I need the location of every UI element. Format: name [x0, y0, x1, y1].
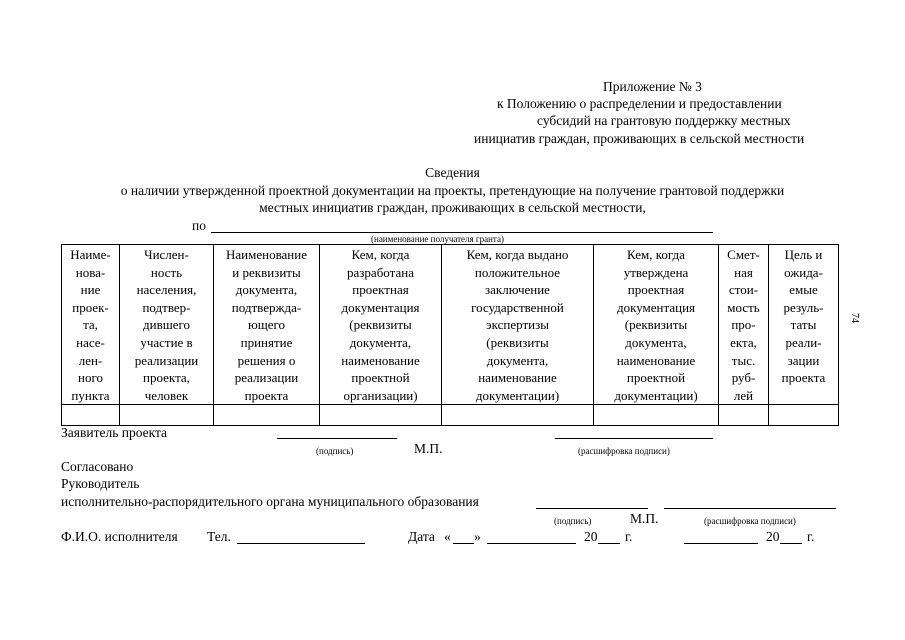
- table-cell[interactable]: [62, 405, 120, 426]
- appendix-line-3: субсидий на грантовую поддержку местных: [537, 113, 791, 128]
- title-line-2: о наличии утвержденной проектной документации на проекты, претендующие на получение грантовой поддержки: [120, 183, 785, 198]
- date-close-quote: »: [474, 529, 481, 544]
- header-estimated-cost: Смет- ная стои- мость про- екта, тыс. руб- лей: [719, 245, 769, 405]
- stamp-label: М.П.: [414, 441, 443, 456]
- applicant-decoding-line[interactable]: [555, 438, 713, 439]
- header-goal-results: Цель и ожида- емые резуль- таты реали- зации проекта: [769, 245, 839, 405]
- title-line-1: Сведения: [425, 165, 480, 180]
- head-signature-caption: (подпись): [554, 516, 592, 526]
- tel-label: Тел.: [207, 529, 231, 544]
- title-line-3: местных инициатив граждан, проживающих в сельской местности,: [259, 200, 646, 215]
- table-cell[interactable]: [214, 405, 320, 426]
- appendix-line-1: Приложение № 3: [603, 79, 702, 94]
- projects-table: [61, 244, 839, 426]
- head-decoding-line[interactable]: [664, 508, 836, 509]
- applicant-signature-caption: (подпись): [316, 446, 354, 456]
- header-population: Числен- ность населения, подтвер- дившего участие в реализации проекта, человек: [120, 245, 214, 405]
- date-day-line[interactable]: [453, 543, 474, 544]
- appendix-line-4: инициатив граждан, проживающих в сельской местности: [474, 131, 805, 146]
- recipient-line: [211, 232, 713, 233]
- header-developed-by: Кем, когда разработана проектная документация (реквизиты документа, наименование проектной организации): [320, 245, 442, 405]
- second-year-prefix: 20: [766, 529, 780, 544]
- head-decoding-caption: (расшифровка подписи): [704, 516, 796, 526]
- second-year-suffix: г.: [807, 529, 815, 544]
- appendix-line-2: к Положению о распределении и предоставлении: [497, 96, 782, 111]
- header-approved-by: Кем, когда утверждена проектная документация (реквизиты документа, наименование проектной документации): [594, 245, 719, 405]
- executor-label: Ф.И.О. исполнителя: [61, 529, 178, 544]
- recipient-caption: (наименование получателя гранта): [371, 234, 504, 244]
- table-cell[interactable]: [769, 405, 839, 426]
- tel-line[interactable]: [237, 543, 365, 544]
- date-open-quote: «: [444, 529, 451, 544]
- second-year-line[interactable]: [780, 543, 802, 544]
- table-row: [62, 405, 839, 426]
- date-month-line[interactable]: [487, 543, 576, 544]
- po-label: по: [192, 218, 206, 233]
- table-cell[interactable]: [120, 405, 214, 426]
- head-label: Руководитель: [61, 476, 140, 491]
- second-date-line[interactable]: [684, 543, 758, 544]
- header-project-name: Наиме- нова- ние проек- та, насе- лен- ного пункта: [62, 245, 120, 405]
- header-expertise: Кем, когда выдано положительное заключение государственной экспертизы (реквизиты документа, наименование документации): [442, 245, 594, 405]
- applicant-decoding-caption: (расшифровка подписи): [578, 446, 670, 456]
- table-cell[interactable]: [719, 405, 769, 426]
- applicant-signature-line[interactable]: [277, 438, 397, 439]
- applicant-label: Заявитель проекта: [61, 425, 168, 440]
- authority-label: исполнительно-распорядительного органа муниципального образования: [61, 494, 479, 509]
- header-decision-document: Наименование и реквизиты документа, подтвержда- ющего принятие решения о реализации проекта: [214, 245, 320, 405]
- table-cell[interactable]: [320, 405, 442, 426]
- table-cell[interactable]: [594, 405, 719, 426]
- date-label: Дата: [408, 529, 435, 544]
- agreed-label: Согласовано: [61, 459, 134, 474]
- head-signature-line[interactable]: [536, 508, 648, 509]
- date-year-suffix: г.: [625, 529, 633, 544]
- table-cell[interactable]: [442, 405, 594, 426]
- page-number: 74: [849, 313, 860, 323]
- date-year-line[interactable]: [598, 543, 620, 544]
- head-stamp-label: М.П.: [630, 511, 659, 526]
- table-header-row: [62, 245, 839, 405]
- date-year-prefix: 20: [584, 529, 598, 544]
